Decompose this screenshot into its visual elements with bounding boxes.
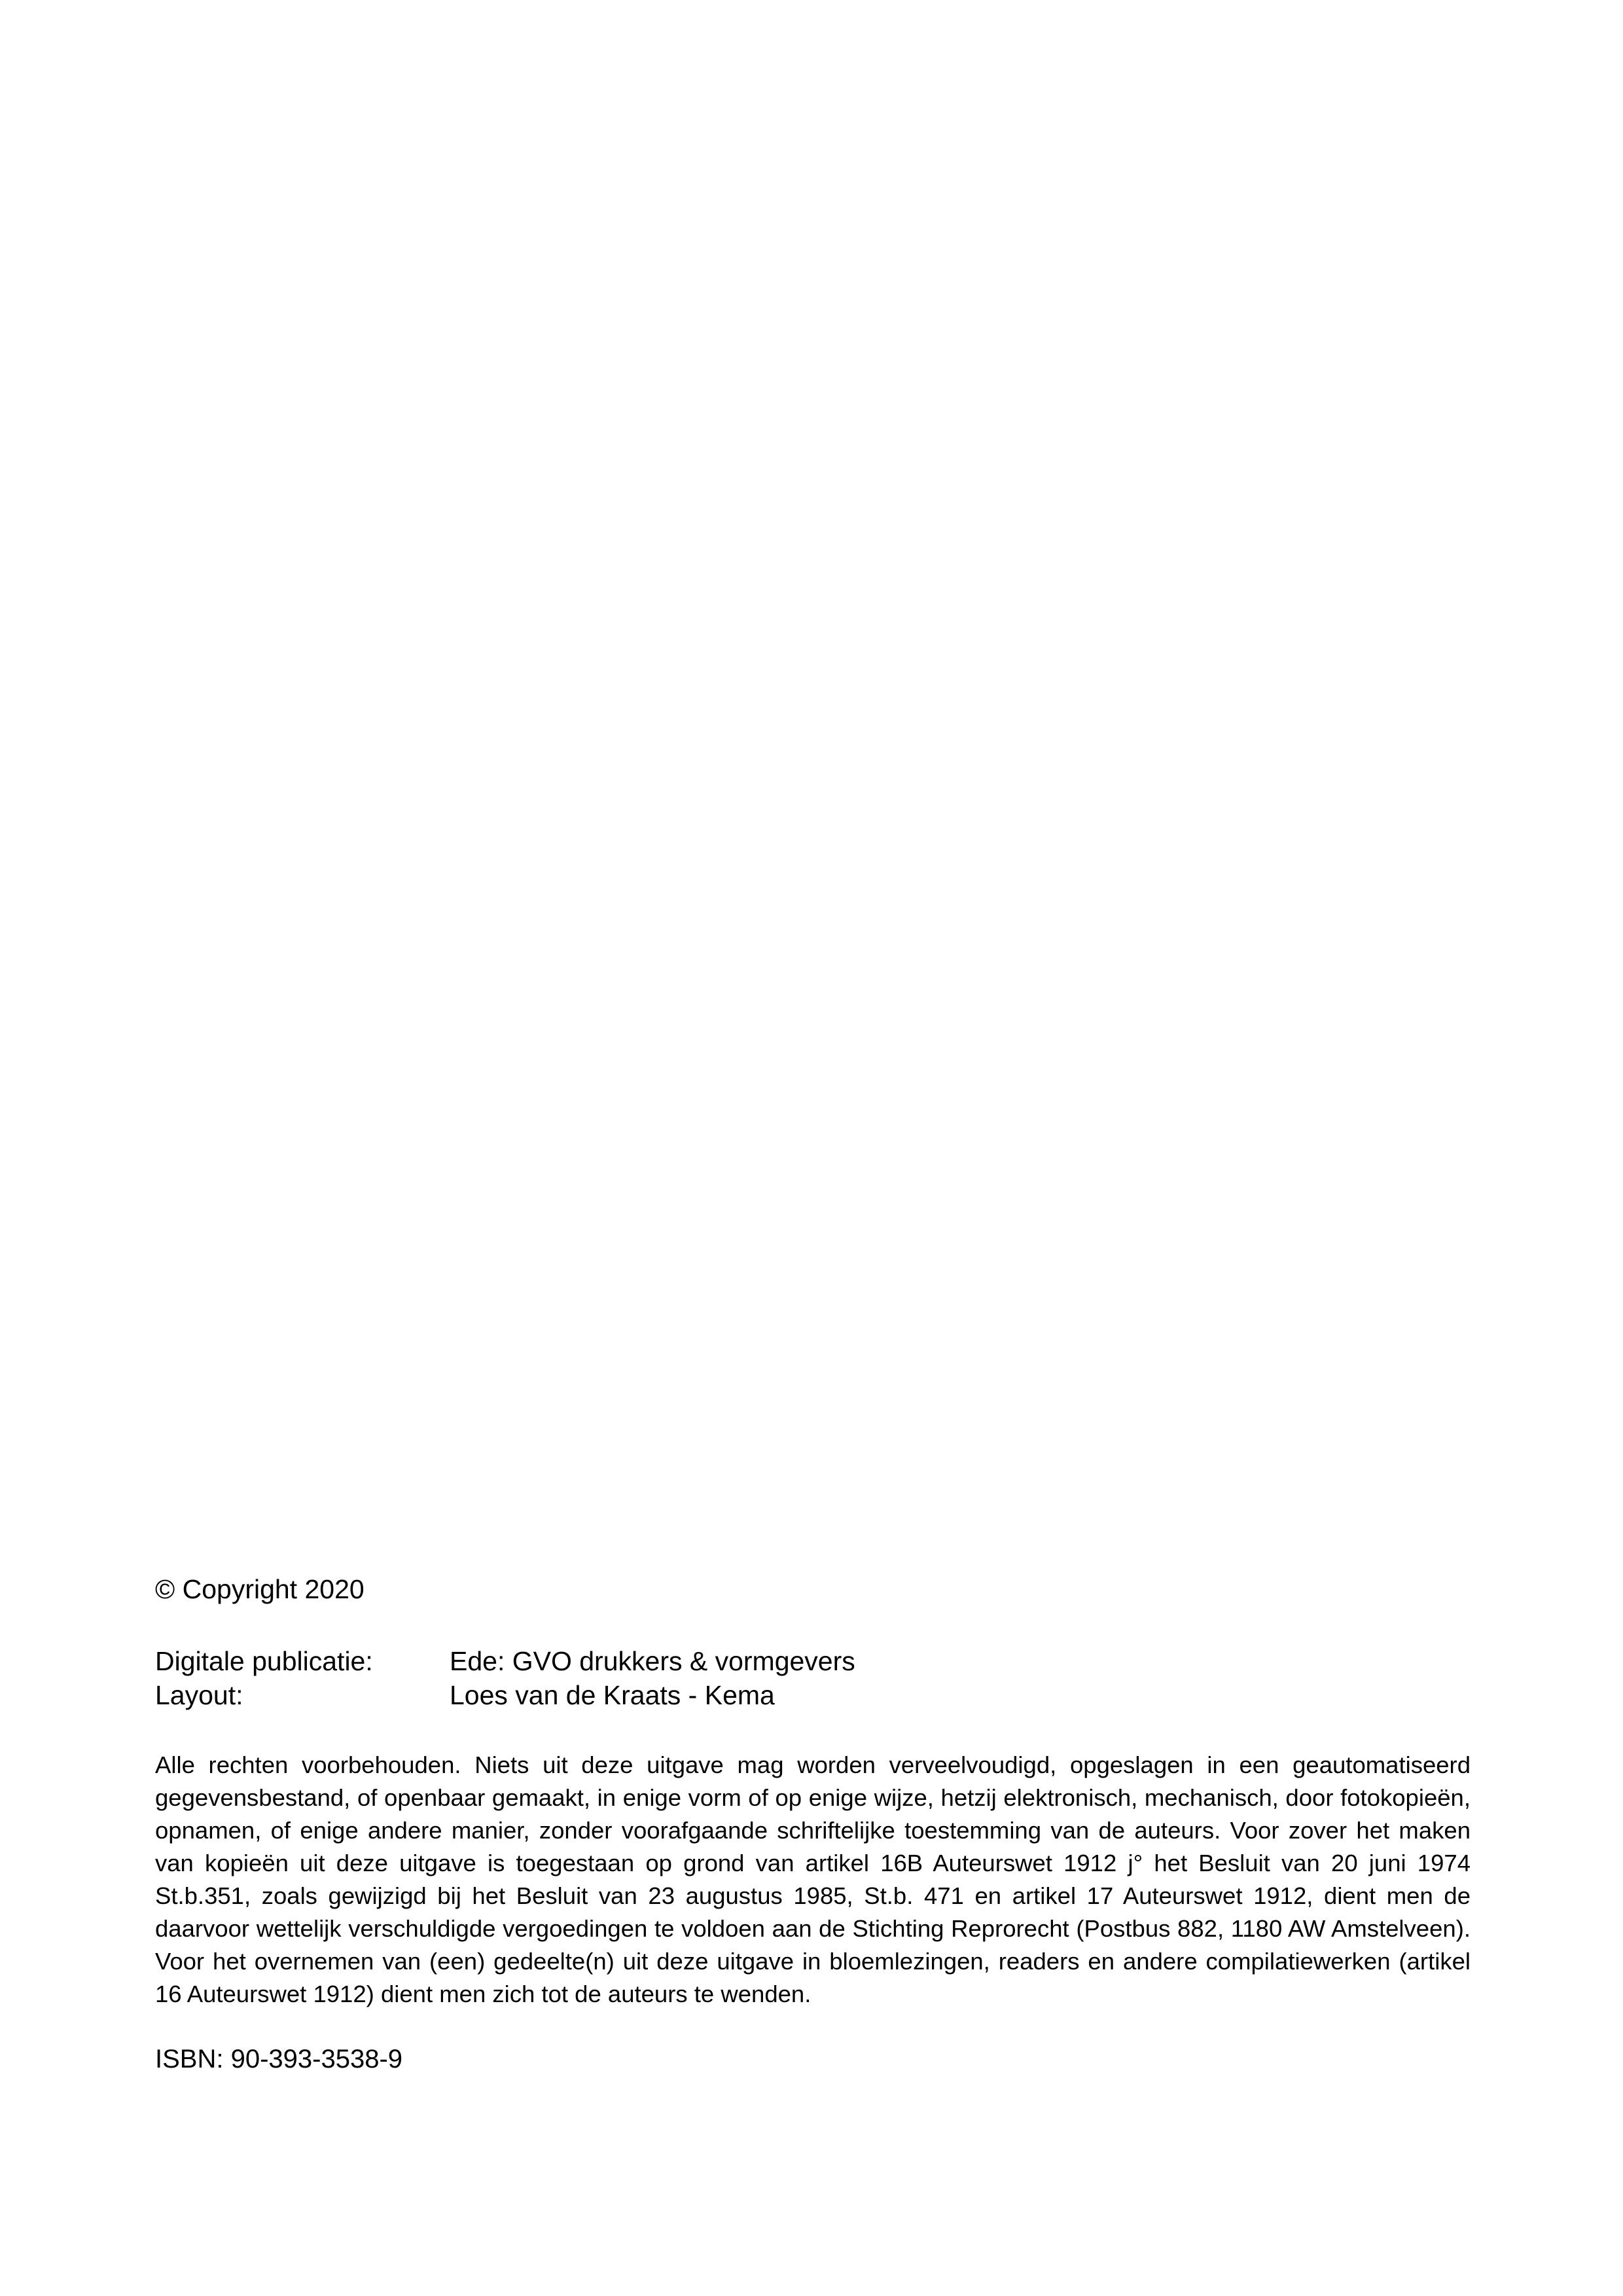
rights-reserved-paragraph: Alle rechten voorbehouden. Niets uit deze uitgave mag worden verveelvoudigd, opgeslagen in een geautomatiseerd gegevensbestand, of openbaar gemaakt, in enige vorm of op enige wijze, hetzij elektronisch, mechanisch, door fotokopieën, opnamen, of enige andere manier, zonder voorafgaande schriftelijke toestemming van de auteurs. Voor zover het maken van kopieën uit deze uitgave is toegestaan op grond van artikel 16B Auteurswet 1912 j° het Besluit van 20 juni 1974 St.b.351, zoals gewijzigd bij het Besluit van 23 augustus 1985, St.b. 471 en artikel 17 Auteurswet 1912, dient men de daarvoor wettelijk verschuldigde vergoedingen te voldoen aan de Stichting Reprorecht (Postbus 882, 1180 AW Amstelveen). Voor het overnemen van (een) gedeelte(n) uit deze uitgave in bloemlezingen, readers en andere compilatiewerken (artikel 16 Auteurswet 1912) dient men zich tot de auteurs te wenden. [155,1751,1471,2007]
credit-row-layout [155,1678,1471,1712]
isbn-number: ISBN: 90-393-3538-9 [155,2045,403,2073]
credit-label-layout: Layout: [155,1680,243,1710]
credit-row-publication [155,1644,1471,1678]
colophon [155,1570,1471,2079]
credit-value-layout: Loes van de Kraats - Kema [450,1680,775,1710]
credit-value-publication: Ede: GVO drukkers & vormgevers [450,1646,855,1676]
credits-block [155,1644,1471,1712]
copyright-notice: © Copyright 2020 [155,1574,365,1604]
credit-label-publication: Digitale publicatie: [155,1646,373,1676]
